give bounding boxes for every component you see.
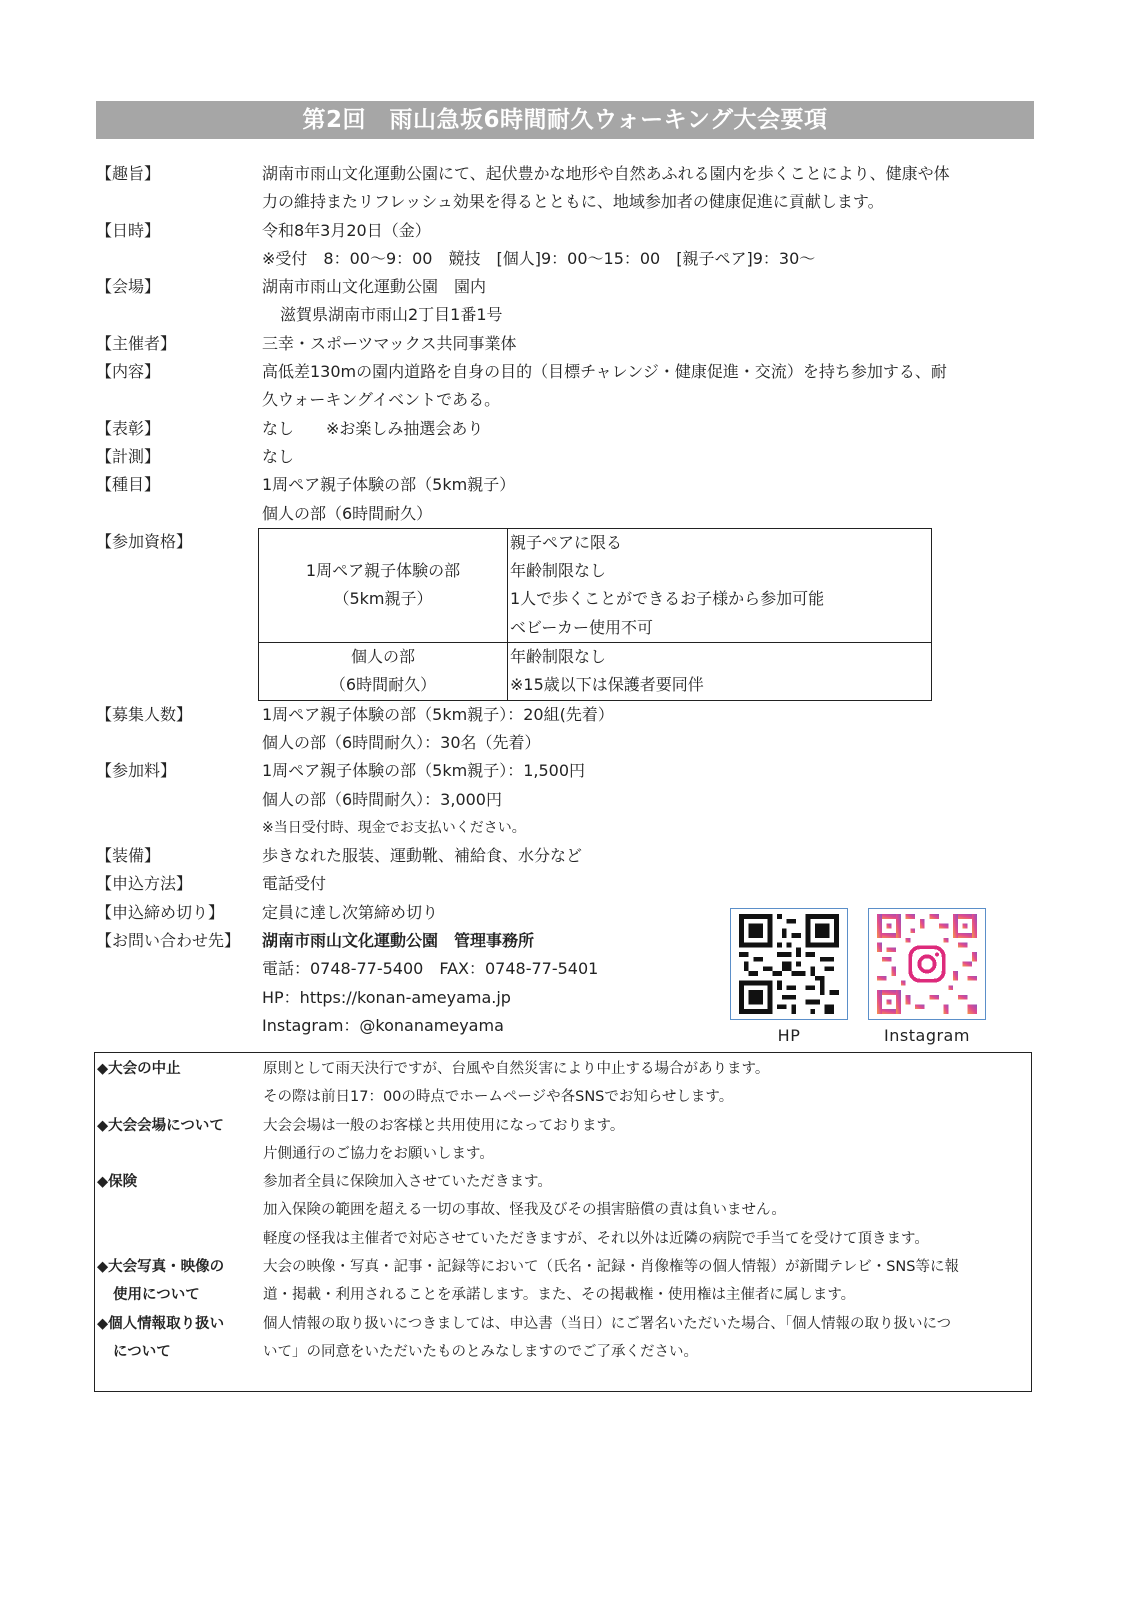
fee-note: ※当日受付時、現金でお支払いください。 <box>262 819 526 836</box>
row-text: 1周ペア親子体験の部（5km親子）：20組(先着） <box>262 704 614 724</box>
row-label: 【主催者】 <box>96 333 177 353</box>
note-text: 原則として雨天決行ですが、台風や自然災害により中止する場合があります。 <box>263 1061 770 1077</box>
hp-qr-block <box>730 908 848 1045</box>
instagram-qr-icon <box>874 914 980 1014</box>
note-text: 参加者全員に保険加入させていただきます。 <box>263 1174 552 1191</box>
note-text: 道・掲載・利用されることを承諾します。また、その掲載権・使用権は主催者に属します。 <box>263 1287 856 1304</box>
contact-phone: 電話：0748-77-5400 FAX：0748-77-5401 <box>262 959 599 979</box>
row-venue <box>96 273 1036 330</box>
note-label <box>95 1112 263 1169</box>
condition-item: ※15歳以下は保護者要同伴 <box>510 675 704 695</box>
note-label <box>95 1055 263 1112</box>
note-text: いて」の同意をいただいたものとみなしますのでご了承ください。 <box>263 1343 698 1360</box>
row-label: 【会場】 <box>96 277 161 297</box>
row-label: 【参加資格】 <box>96 531 193 551</box>
note-cancellation <box>95 1055 1031 1112</box>
condition-item: 年齢制限なし <box>510 561 607 581</box>
row-equipment <box>96 842 1036 870</box>
row-events <box>96 471 1036 528</box>
instagram-qr-caption: Instagram <box>884 1026 970 1045</box>
row-label: 【日時】 <box>96 220 161 240</box>
qr-code-icon <box>736 914 842 1014</box>
category-sub: （5km親子） <box>333 589 433 609</box>
note-text: 個人情報の取り扱いにつきましては、申込書（当日）にご署名いただいた場合、「個人情報の取り扱いにつ <box>263 1315 952 1332</box>
row-organizer <box>96 330 1036 358</box>
row-text: 久ウォーキングイベントである。 <box>262 390 501 410</box>
instagram-qr-code[interactable] <box>868 908 986 1020</box>
hp-qr-code[interactable] <box>730 908 848 1020</box>
row-text: 三幸・スポーツマックス共同事業体 <box>262 333 517 353</box>
note-label <box>95 1310 263 1367</box>
row-text: 電話受付 <box>262 874 327 894</box>
row-label: 【申込方法】 <box>96 874 193 894</box>
row-eligibility <box>96 528 1036 701</box>
row-date <box>96 217 1036 274</box>
row-text: 1周ペア親子体験の部（5km親子） <box>262 475 516 495</box>
row-text: 歩きなれた服装、運動靴、補給食、水分など <box>262 846 583 866</box>
condition-item: ベビーカー使用不可 <box>510 617 654 637</box>
row-label: 【募集人数】 <box>96 704 193 724</box>
note-text: 大会会場は一般のお客様と共用使用になっております。 <box>263 1117 625 1134</box>
row-label: 【計測】 <box>96 446 161 466</box>
row-label: 【内容】 <box>96 362 161 382</box>
note-label-text: ◆大会会場について <box>97 1117 224 1134</box>
table-row <box>259 528 932 642</box>
note-text: 軽度の怪我は主催者で対応させていただきますが、それ以外は近隣の病院で手当てを受けて頂きます。 <box>263 1230 929 1247</box>
row-text: ※受付 8：00〜9：00 競技 [個人]9：00〜15：00 [親子ペア]9：30〜 <box>262 248 816 268</box>
note-insurance <box>95 1168 1031 1253</box>
row-label: 【装備】 <box>96 846 161 866</box>
category-name: 個人の部 <box>350 647 415 667</box>
row-label: 【お問い合わせ先】 <box>96 931 241 951</box>
row-label: 【申込締め切り】 <box>96 902 225 922</box>
row-content <box>96 358 1036 415</box>
contact-instagram-link[interactable]: Instagram：@konanameyama <box>262 1015 504 1035</box>
row-fee <box>96 757 1036 842</box>
row-text: 1周ペア親子体験の部（5km親子）：1,500円 <box>262 761 586 781</box>
row-text: 個人の部（6時間耐久）：3,000円 <box>262 789 502 809</box>
note-label-text: について <box>113 1343 171 1360</box>
conditions-cell <box>508 528 932 642</box>
instagram-icon <box>910 947 943 980</box>
row-text: 定員に達し次第締め切り <box>262 902 439 922</box>
condition-item: 1人で歩くことができるお子様から参加可能 <box>510 589 825 609</box>
note-privacy <box>95 1310 1031 1367</box>
row-apply-method <box>96 870 1036 898</box>
row-text: なし <box>262 446 295 466</box>
note-label <box>95 1168 263 1253</box>
row-label: 【参加料】 <box>96 761 177 781</box>
condition-item: 年齢制限なし <box>510 647 607 667</box>
note-media-usage <box>95 1253 1031 1310</box>
contact-name: 湖南市雨山文化運動公園 管理事務所 <box>262 931 535 951</box>
hp-qr-caption: HP <box>777 1026 801 1045</box>
note-text: 大会の映像・写真・記事・記録等において（氏名・記録・肖像権等の個人情報）が新聞テレビ・SNS等に報 <box>263 1259 959 1276</box>
row-text: 湖南市雨山文化運動公園 園内 <box>262 277 487 297</box>
row-purpose <box>96 160 1036 217</box>
note-label-text: ◆大会写真・映像の <box>97 1259 225 1276</box>
row-text: 令和8年3月20日（金） <box>262 220 431 240</box>
notes-box <box>94 1052 1032 1392</box>
instagram-qr-block <box>868 908 986 1045</box>
row-text: なし ※お楽しみ抽選会あり <box>262 418 484 438</box>
row-text: 力の維持またリフレッシュ効果を得るとともに、地域参加者の健康促進に貢献します。 <box>262 192 884 212</box>
row-timing <box>96 443 1036 471</box>
row-text: 個人の部（6時間耐久） <box>262 503 433 523</box>
venue-address: 滋賀県湖南市雨山2丁目1番1号 <box>280 305 503 325</box>
note-label-text: ◆個人情報取り扱い <box>97 1315 225 1332</box>
category-cell <box>259 643 508 701</box>
row-label: 【趣旨】 <box>96 164 161 183</box>
contact-hp-link[interactable]: HP：https://konan-ameyama.jp <box>262 987 511 1007</box>
condition-item: 親子ペアに限る <box>510 532 623 552</box>
row-capacity <box>96 701 1036 758</box>
table-row <box>259 643 932 701</box>
note-label-text: 使用について <box>113 1287 200 1304</box>
note-venue <box>95 1112 1031 1169</box>
row-text: 高低差130mの園内道路を自身の目的（目標チャレンジ・健康促進・交流）を持ち参加する、耐 <box>262 362 947 382</box>
category-sub: （6時間耐久） <box>329 675 437 695</box>
eligibility-table <box>258 528 932 701</box>
row-text: 湖南市雨山文化運動公園にて、起伏豊かな地形や自然あふれる園内を歩くことにより、健康や体 <box>262 164 950 183</box>
note-label <box>95 1253 263 1310</box>
row-text: 個人の部（6時間耐久）：30名（先着） <box>262 732 541 752</box>
row-award <box>96 415 1036 443</box>
category-cell <box>259 528 508 642</box>
page-title: 第2回 雨山急坂6時間耐久ウォーキング大会要項 <box>96 101 1034 139</box>
note-label-text: ◆保険 <box>97 1174 138 1191</box>
note-text: その際は前日17：00の時点でホームページや各SNSでお知らせします。 <box>263 1089 734 1106</box>
note-label-text: ◆大会の中止 <box>97 1061 181 1077</box>
conditions-cell <box>508 643 932 701</box>
category-name: 1周ペア親子体験の部 <box>305 561 461 581</box>
note-text: 片側通行のご協力をお願いします。 <box>263 1145 494 1162</box>
row-label: 【表彰】 <box>96 418 161 438</box>
row-label: 【種目】 <box>96 475 161 495</box>
note-text: 加入保険の範囲を超える一切の事故、怪我及びその損害賠償の責は負いません。 <box>263 1202 786 1219</box>
